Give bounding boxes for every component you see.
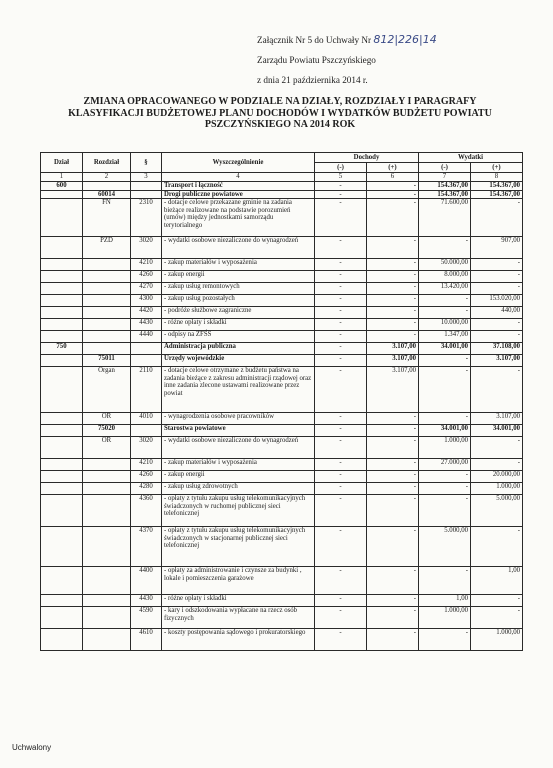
cell-dochody-plus: - [367,495,419,527]
cell-dochody-plus: - [367,295,419,307]
table-row [41,182,523,191]
table-row [41,199,523,237]
table-row [41,471,523,483]
cell-dochody-minus: - [315,237,367,259]
cell-dzial [41,190,83,199]
cell-wyszczegolnienie: - dotacje celowe otrzymane z budżetu państwa na zadania bieżące z zakresu administracji rządowej oraz inne zadania zlecone ustawami realizowane przez powiat [162,367,315,413]
cell-wydatki-plus: - [471,607,523,629]
cell-rozdzial: OR [83,413,131,425]
cell-wydatki-minus: - [419,307,471,319]
header-dzial: Dział [41,153,83,173]
cell-wydatki-minus: - [419,495,471,527]
cell-wydatki-minus: 8.000,00 [419,271,471,283]
cell-paragraf: 4210 [131,259,162,271]
cell-dzial [41,607,83,629]
title-line-3: PSZCZYŃSKIEGO NA 2014 ROK [204,119,356,130]
cell-wyszczegolnienie: - opłaty z tytułu zakupu usług telekomunikacyjnych świadczonych w stacjonarnej publicznej sieci telefonicznej [162,527,315,567]
cell-paragraf [131,190,162,199]
cell-wyszczegolnienie: Transport i łączność [162,182,315,191]
cell-dzial [41,199,83,237]
cell-wydatki-minus: - [419,629,471,651]
cell-dochody-minus: - [315,437,367,459]
cell-wydatki-minus: - [419,483,471,495]
cell-wyszczegolnienie: - dotacje celowe przekazane gminie na zadania bieżące realizowane na podstawie porozumień (umów) między jednostkami samorządu terytorialnego [162,199,315,237]
cell-dochody-minus: - [315,607,367,629]
document-title [40,96,520,131]
cell-wyszczegolnienie: - kary i odszkodowania wypłacane na rzecz osób fizycznych [162,607,315,629]
cell-paragraf: 4430 [131,595,162,607]
cell-wyszczegolnienie: - wydatki osobowe niezaliczone do wynagrodzeń [162,237,315,259]
cell-rozdzial [83,567,131,595]
budget-table-body [41,182,523,651]
table-row [41,343,523,355]
cell-dochody-plus: - [367,319,419,331]
cell-dzial [41,307,83,319]
cell-paragraf: 4420 [131,307,162,319]
column-number: 2 [83,173,131,182]
cell-dochody-plus: - [367,259,419,271]
cell-wyszczegolnienie: - zakup usług pozostałych [162,295,315,307]
cell-rozdzial: OR [83,437,131,459]
cell-dochody-plus: - [367,182,419,191]
cell-wydatki-plus: 1,00 [471,567,523,595]
cell-wyszczegolnienie: - zakup materiałów i wyposażenia [162,259,315,271]
cell-rozdzial [83,483,131,495]
cell-rozdzial: 60014 [83,190,131,199]
cell-dzial [41,271,83,283]
cell-wydatki-plus: 440,00 [471,307,523,319]
cell-paragraf [131,343,162,355]
table-row [41,459,523,471]
table-row [41,413,523,425]
cell-paragraf: 4430 [131,319,162,331]
cell-dzial [41,471,83,483]
cell-dochody-minus: - [315,459,367,471]
cell-wydatki-minus: 1.347,00 [419,331,471,343]
cell-dochody-plus: - [367,471,419,483]
table-row [41,331,523,343]
column-number: 7 [419,173,471,182]
cell-wyszczegolnienie: - zakup usług remontowych [162,283,315,295]
cell-rozdzial: 75020 [83,425,131,437]
cell-dochody-plus: - [367,271,419,283]
cell-dzial [41,567,83,595]
cell-wydatki-plus: - [471,319,523,331]
cell-dzial [41,437,83,459]
cell-rozdzial [83,343,131,355]
cell-wydatki-minus: 154.367,00 [419,182,471,191]
table-row [41,307,523,319]
cell-paragraf: 2110 [131,367,162,413]
attachment-number-label: Załącznik Nr 5 do Uchwały Nr [257,35,372,45]
cell-rozdzial [83,283,131,295]
table-row [41,527,523,567]
table-row [41,567,523,595]
table-row [41,367,523,413]
cell-rozdzial [83,471,131,483]
cell-wyszczegolnienie: - różne opłaty i składki [162,595,315,607]
cell-rozdzial [83,495,131,527]
cell-paragraf: 4280 [131,483,162,495]
cell-dochody-plus: - [367,331,419,343]
cell-wydatki-plus: 153.020,00 [471,295,523,307]
cell-dochody-minus: - [315,319,367,331]
cell-rozdzial [83,595,131,607]
cell-paragraf: 4360 [131,495,162,527]
cell-dzial [41,459,83,471]
table-row [41,595,523,607]
table-row [41,629,523,651]
cell-paragraf: 3020 [131,237,162,259]
column-number: 3 [131,173,162,182]
cell-dochody-minus: - [315,567,367,595]
cell-paragraf: 4400 [131,567,162,595]
cell-rozdzial [83,607,131,629]
cell-wyszczegolnienie: Starostwa powiatowe [162,425,315,437]
cell-dzial [41,629,83,651]
cell-wyszczegolnienie: - zakup energii [162,471,315,483]
cell-dochody-minus: - [315,425,367,437]
cell-paragraf: 4610 [131,629,162,651]
cell-dzial [41,425,83,437]
header-dochody-plus: (+) [367,163,419,173]
table-row [41,237,523,259]
cell-dochody-plus: - [367,607,419,629]
cell-wydatki-minus: 10.000,00 [419,319,471,331]
cell-rozdzial [83,182,131,191]
cell-wydatki-minus: 5.000,00 [419,527,471,567]
header-rozdzial: Rozdział [83,153,131,173]
table-row [41,607,523,629]
attachment-line-3: z dnia 21 października 2014 r. [257,75,368,85]
column-number: 6 [367,173,419,182]
cell-paragraf: 4010 [131,413,162,425]
cell-wydatki-minus: 1.000,00 [419,437,471,459]
cell-rozdzial [83,319,131,331]
cell-rozdzial: 75011 [83,355,131,367]
cell-dochody-plus: - [367,437,419,459]
cell-dochody-minus: - [315,271,367,283]
cell-rozdzial [83,629,131,651]
cell-wydatki-minus: - [419,413,471,425]
cell-dzial [41,295,83,307]
cell-wyszczegolnienie: - opłaty za administrowanie i czynsze za budynki , lokale i pomieszczenia garażowe [162,567,315,595]
cell-wydatki-minus: 1.000,00 [419,607,471,629]
cell-paragraf: 3020 [131,437,162,459]
cell-wydatki-minus: 71.600,00 [419,199,471,237]
cell-rozdzial: FN [83,199,131,237]
table-row [41,271,523,283]
header-paragraf: § [131,153,162,173]
cell-dzial [41,595,83,607]
cell-wyszczegolnienie: - opłaty z tytułu zakupu usług telekomunikacyjnych świadczonych w ruchomej publicznej sieci telefonicznej [162,495,315,527]
table-row [41,283,523,295]
cell-paragraf [131,182,162,191]
cell-rozdzial [83,331,131,343]
cell-wydatki-plus: 20.000,00 [471,471,523,483]
cell-wydatki-minus: 27.000,00 [419,459,471,471]
title-line-1: ZMIANA OPRACOWANEGO W PODZIALE NA DZIAŁY, ROZDZIAŁY I PARAGRAFY [83,96,477,107]
footer-uchwalony: Uchwalony [12,743,52,752]
title-line-2: KLASYFIKACJI BUDŻETOWEJ PLANU DOCHODÓW I WYDATKÓW BUDŻETU POWIATU [68,107,492,119]
cell-wyszczegolnienie: - odpisy na ZFŚS [162,331,315,343]
table-row [41,495,523,527]
cell-dochody-minus: - [315,190,367,199]
cell-dochody-minus: - [315,483,367,495]
cell-dochody-plus: - [367,190,419,199]
cell-wydatki-minus: - [419,237,471,259]
column-number: 4 [162,173,315,182]
cell-rozdzial [83,307,131,319]
cell-rozdzial [83,259,131,271]
header-wydatki: Wydatki [419,153,523,163]
cell-dzial [41,355,83,367]
cell-dochody-minus: - [315,199,367,237]
cell-wydatki-minus: 34.001,00 [419,343,471,355]
cell-wyszczegolnienie: Drogi publiczne powiatowe [162,190,315,199]
cell-dochody-plus: - [367,459,419,471]
cell-rozdzial [83,295,131,307]
cell-rozdzial: PZD [83,237,131,259]
cell-paragraf: 4370 [131,527,162,567]
column-number: 8 [471,173,523,182]
cell-dzial [41,237,83,259]
cell-wydatki-minus: - [419,567,471,595]
cell-paragraf: 4260 [131,271,162,283]
header-wydatki-minus: (-) [419,163,471,173]
cell-dzial [41,259,83,271]
cell-wydatki-plus: - [471,527,523,567]
cell-paragraf: 4260 [131,471,162,483]
cell-wydatki-plus: - [471,271,523,283]
cell-dochody-minus: - [315,182,367,191]
cell-dochody-plus: 3.107,00 [367,367,419,413]
cell-dochody-minus: - [315,355,367,367]
column-number: 5 [315,173,367,182]
cell-wydatki-plus: - [471,595,523,607]
cell-dochody-plus: - [367,413,419,425]
table-row [41,483,523,495]
cell-wydatki-minus: - [419,295,471,307]
cell-dzial: 750 [41,343,83,355]
cell-paragraf: 4590 [131,607,162,629]
attachment-line-2: Zarządu Powiatu Pszczyńskiego [257,55,376,65]
handwritten-resolution-number: 812|226|14 [373,33,437,46]
cell-paragraf: 2310 [131,199,162,237]
cell-wydatki-plus: 907,00 [471,237,523,259]
table-row [41,319,523,331]
cell-dochody-minus: - [315,331,367,343]
cell-dochody-plus: - [367,199,419,237]
header-wyszczegolnienie: Wyszczególnienie [162,153,315,173]
cell-paragraf: 4210 [131,459,162,471]
cell-dzial: 600 [41,182,83,191]
cell-dzial [41,319,83,331]
cell-wydatki-plus: 154.367,00 [471,190,523,199]
cell-dochody-minus: - [315,259,367,271]
cell-wydatki-minus: - [419,367,471,413]
cell-wydatki-plus: - [471,437,523,459]
cell-dzial [41,331,83,343]
cell-dochody-plus: - [367,237,419,259]
cell-wydatki-minus: 34.001,00 [419,425,471,437]
cell-wyszczegolnienie: - podróże służbowe zagraniczne [162,307,315,319]
cell-dochody-plus: - [367,629,419,651]
cell-wydatki-plus: - [471,459,523,471]
cell-paragraf: 4300 [131,295,162,307]
column-number: 1 [41,173,83,182]
cell-rozdzial [83,271,131,283]
cell-wydatki-plus: - [471,331,523,343]
table-row [41,259,523,271]
cell-dochody-minus: - [315,343,367,355]
cell-wydatki-plus: 1.000,00 [471,483,523,495]
cell-dochody-minus: - [315,471,367,483]
cell-wydatki-plus: 5.000,00 [471,495,523,527]
cell-wyszczegolnienie: - wynagrodzenia osobowe pracowników [162,413,315,425]
cell-dzial [41,483,83,495]
cell-wydatki-minus: 1,00 [419,595,471,607]
cell-wydatki-minus: 154.367,00 [419,190,471,199]
cell-wydatki-plus: 3.107,00 [471,355,523,367]
cell-wydatki-plus: - [471,367,523,413]
cell-dochody-minus: - [315,367,367,413]
cell-dochody-minus: - [315,307,367,319]
cell-dochody-minus: - [315,413,367,425]
cell-wydatki-plus: 37.108,00 [471,343,523,355]
cell-dochody-plus: - [367,527,419,567]
header-wydatki-plus: (+) [471,163,523,173]
cell-dochody-minus: - [315,495,367,527]
cell-dochody-minus: - [315,629,367,651]
cell-dzial [41,527,83,567]
cell-wydatki-plus: 3.107,00 [471,413,523,425]
cell-wydatki-plus: 154.367,00 [471,182,523,191]
cell-wydatki-minus: 50.000,00 [419,259,471,271]
cell-dochody-plus: - [367,283,419,295]
cell-wydatki-plus: 1.000,00 [471,629,523,651]
cell-wydatki-plus: - [471,199,523,237]
cell-dochody-plus: - [367,425,419,437]
attachment-header [257,30,437,90]
cell-paragraf [131,425,162,437]
header-dochody-minus: (-) [315,163,367,173]
table-row [41,190,523,199]
cell-wydatki-plus: - [471,259,523,271]
header-dochody: Dochody [315,153,419,163]
cell-wyszczegolnienie: - zakup materiałów i wyposażenia [162,459,315,471]
cell-wydatki-minus: - [419,355,471,367]
cell-wydatki-plus: 34.001,00 [471,425,523,437]
cell-dochody-plus: - [367,567,419,595]
cell-wyszczegolnienie: Urzędy wojewódzkie [162,355,315,367]
cell-wyszczegolnienie: - zakup energii [162,271,315,283]
cell-dochody-plus: 3.107,00 [367,355,419,367]
table-row [41,437,523,459]
cell-rozdzial [83,527,131,567]
cell-paragraf: 4270 [131,283,162,295]
cell-dzial [41,495,83,527]
cell-dochody-plus: 3.107,00 [367,343,419,355]
table-row [41,355,523,367]
cell-wyszczegolnienie: - wydatki osobowe niezaliczone do wynagrodzeń [162,437,315,459]
cell-wydatki-plus: - [471,283,523,295]
cell-dochody-plus: - [367,595,419,607]
cell-dochody-plus: - [367,483,419,495]
cell-paragraf: 4440 [131,331,162,343]
cell-dochody-minus: - [315,295,367,307]
cell-wyszczegolnienie: - koszty postępowania sądowego i prokuratorskiego [162,629,315,651]
cell-dzial [41,283,83,295]
attachment-line-1 [257,30,437,50]
cell-rozdzial: Organ [83,367,131,413]
cell-wydatki-minus: - [419,471,471,483]
cell-dzial [41,367,83,413]
cell-dochody-plus: - [367,307,419,319]
cell-wyszczegolnienie: - różne opłaty i składki [162,319,315,331]
cell-wyszczegolnienie: - zakup usług zdrowotnych [162,483,315,495]
cell-wyszczegolnienie: Administracja publiczna [162,343,315,355]
cell-dzial [41,413,83,425]
budget-table [40,152,523,651]
cell-dochody-minus: - [315,527,367,567]
cell-rozdzial [83,459,131,471]
table-row [41,425,523,437]
cell-paragraf [131,355,162,367]
table-row [41,295,523,307]
cell-dochody-minus: - [315,283,367,295]
cell-wydatki-minus: 13.420,00 [419,283,471,295]
cell-dochody-minus: - [315,595,367,607]
